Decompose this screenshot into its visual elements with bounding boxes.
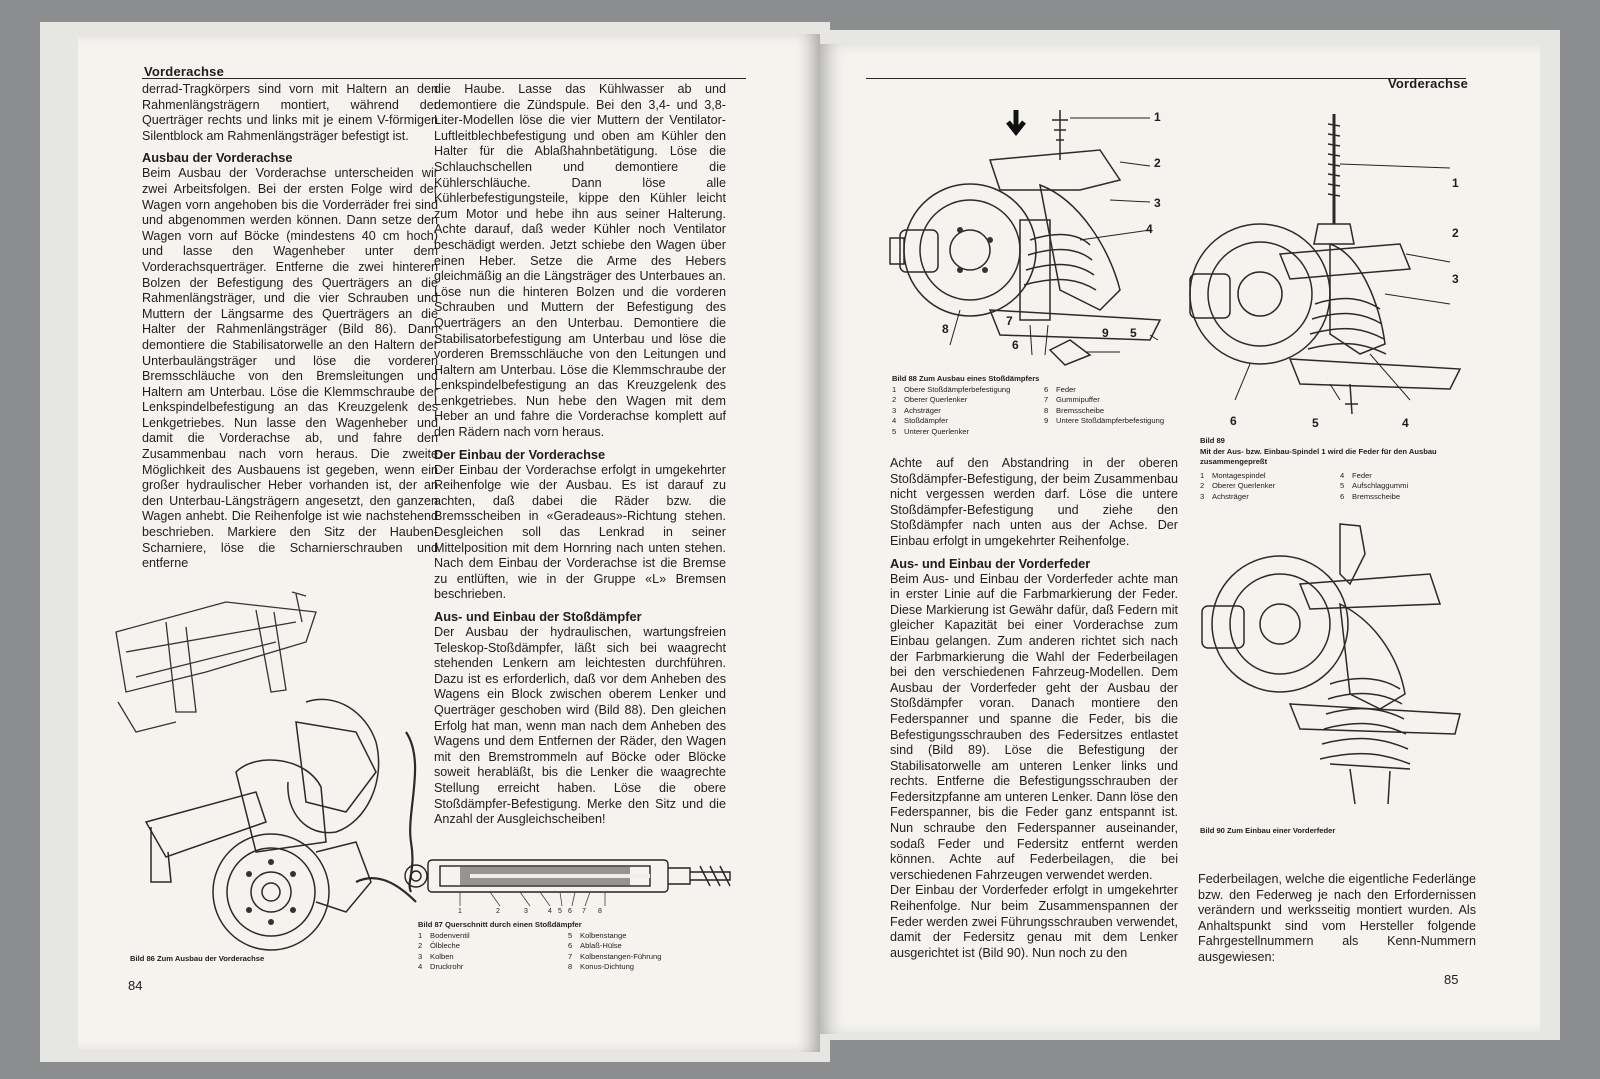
- paragraph: Federbeilagen, welche die eigentliche Federlänge bzw. den Federweg je nach den Erfordernissen verändern und werksseitig montiert wurden. Als Anhaltspunkt sind vom Hersteller folgende Fahrgestellnummern als Kenn-Nummern ausgewiesen:: [1198, 872, 1476, 964]
- header-rule: [866, 78, 1466, 79]
- legend-number: 6: [1340, 491, 1345, 501]
- legend-number: 1: [418, 931, 423, 940]
- fig89-caption-number: Bild 89: [1200, 436, 1225, 445]
- legend-entry: [1044, 395, 1194, 405]
- fig88-front-suspension-drawing: [880, 90, 1180, 390]
- legend-entry: [892, 395, 1034, 405]
- legend-entry: [1340, 492, 1460, 502]
- paragraph: Der Einbau der Vorderachse erfolgt in umgekehrter Reihenfolge wie der Ausbau. Es ist darauf zu achten, daß dabei die Räder bzw. die Bremsscheiben in «Geradeaus»-Richtung stehen. Desgleichen soll das Lenkrad in seiner Mittelposition mit dem Hornring nach unten stehen. Nach dem Einbau der Vorderachse ist die Bremse zu entlüften, wie in der Gruppe «L» Bremsen beschrieben.: [434, 462, 726, 602]
- fig87-legend: [418, 931, 718, 973]
- fig87-caption: Bild 87 Querschnitt durch einen Stoßdämpfer: [418, 920, 582, 929]
- text-column-1: [890, 456, 1178, 961]
- paragraph: Achte auf den Abstandring in der oberen Stoßdämpfer-Befestigung, der beim Zusammenbau nicht vergessen werden darf. Löse die untere Stoßdämpfer-Befestigung und ziehe den Stoßdämpfer nach unten aus der Achse. Der Einbau erfolgt in umgekehrter Reihenfolge.: [890, 456, 1178, 548]
- callout-number: 8: [598, 908, 602, 915]
- legend-entry: [418, 952, 558, 962]
- fig90-caption: Bild 90 Zum Einbau einer Vorderfeder: [1200, 826, 1336, 835]
- callout-number: 6: [1012, 338, 1019, 352]
- legend-number: 1: [892, 385, 897, 394]
- paragraph: Der Ausbau der hydraulischen, wartungsfreien Teleskop-Stoßdämpfer, läßt sich bei waagrecht stehenden Lenkern am leichtesten durchführen. Dazu ist es erforderlich, daß vor dem Anheben des Wagens ein Block zwischen oberem Lenker und Querträger geschoben wird (Bild 88). Den gleichen Erfolg hat man, wenn man nach dem Anheben des Wagens und dem Entfernen der Räder, den Wagen mit den Bremstrommeln auf Böcke oder Blöcke soweit herabläßt, bis die Lenker die waagrechte Stellung erreicht haben. Löse die obere Stoßdämpfer-Befestigung. Merke den Sitz und die Anzahl der Ausgleichscheiben!: [434, 625, 726, 827]
- legend-number: 7: [568, 951, 573, 961]
- callout-number: 3: [1452, 272, 1459, 286]
- legend-entry: [892, 416, 1034, 426]
- fig89-legend: [1200, 471, 1460, 502]
- legend-number: 2: [892, 395, 897, 405]
- legend-number: 1: [1200, 471, 1205, 480]
- fig88-legend: [892, 385, 1194, 437]
- left-page: [78, 34, 820, 1052]
- callout-number: 2: [1154, 156, 1161, 170]
- legend-number: 4: [1340, 471, 1345, 480]
- paragraph: Beim Aus- und Einbau der Vorderfeder achte man in erster Linie auf die Farbmarkierung der Feder. Diese Markierung ist Gewähr dafür, daß Federn mit gleicher Kapazität bei einer Vorderachse zum Einbau gelangen. Zum anderen richtet sich nach der Farbmarkierung die Wahl der Federbeilagen bei den verschiedenen Fahrzeug-Modellen. Dem Ausbau der Vorderfeder geht der Ausbau der Stoßdämpfer voran. Danach montiere den Federspanner und spanne die Feder, bis die Befestigungsschrauben des Federsitzes entlastet sind (Bild 89). Löse die Befestigung der Stabilisatorwelle am unteren Lenker links und rechts. Entferne die Befestigungsschrauben der Federsitzpfanne am unteren Lenker. Dann löse den Federspanner, bis die Feder ganz entspannt ist. Nun schraube den Federspanner auseinander, sodaß Feder und Federsitz entfernt werden können. Achte auf Federbeilagen, die bei verschiedenen Fahrzeugen verwendet werden.: [890, 571, 1178, 882]
- legend-text: Feder: [1352, 471, 1372, 480]
- fig86-front-axle-drawing: [106, 582, 426, 972]
- legend-number: 4: [418, 962, 423, 972]
- legend-entry: [1340, 481, 1460, 491]
- legend-text: Montagespindel: [1212, 471, 1266, 480]
- legend-text: Feder: [1056, 385, 1076, 394]
- legend-text: Achsträger: [1212, 491, 1249, 501]
- legend-number: 9: [1044, 416, 1049, 426]
- legend-entry: [418, 931, 558, 941]
- legend-entry: [1044, 385, 1194, 395]
- legend-number: 3: [1200, 491, 1205, 501]
- legend-text: Untere Stoßdämpferbefestigung: [1056, 416, 1165, 426]
- legend-number: 8: [1044, 405, 1049, 415]
- legend-number: 6: [1044, 385, 1049, 394]
- legend-entry: [892, 385, 1034, 395]
- legend-entry: [1044, 406, 1194, 416]
- text-column-2: [434, 82, 726, 828]
- legend-number: 7: [1044, 395, 1049, 405]
- legend-number: 2: [418, 941, 423, 951]
- legend-entry: [568, 952, 718, 962]
- legend-number: 5: [892, 426, 897, 436]
- callout-number: 5: [1312, 416, 1319, 430]
- fig89-spring-compressor-drawing: [1180, 104, 1500, 434]
- legend-text: Achsträger: [904, 405, 941, 415]
- section-heading: Aus- und Einbau der Vorderfeder: [890, 555, 1091, 571]
- legend-entry: [568, 931, 718, 941]
- legend-entry: [1200, 471, 1330, 481]
- legend-text: Stoßdämpfer: [904, 416, 948, 426]
- text-column-2: [1198, 872, 1476, 966]
- callout-number: 4: [548, 908, 552, 915]
- paragraph: die Haube. Lasse das Kühlwasser ab und demontiere die Zündspule. Bei den 3,4- und 3,8-Liter-Modellen löse die vier Muttern der Ventilator-Luftleitblechbefestigung und oben am Kühler den Halter für die Ablaßhahnbetätigung. Löse die Schlauchschellen und demontiere die Kühlerschläuche. Dann löse alle Kühlerbefestigungsteile, kippe den Kühler leicht zum Motor und hebe ihn aus seiner Halterung. Achte darauf, daß weder Kühler noch Ventilator beschädigt werden. Jetzt schiebe den Wagen über einen Heber. Setze die Arme des Hebers gleichmäßig an die Längsträger des Unterbaues an. Löse nun die hinteren Bolzen und die vorderen Schrauben und Muttern der Befestigung des Querträgers an den Unterbau. Demontiere die Stabilisatorbefestigung am Unterbau und löse die vorderen Bremsschläuche von den Leitungen und Haltern am Unterbau. Löse die Klemmschraube der Lenkspindelbefestigung an das Kreuzgelenk des Lenkgetriebes. Nun hebe den Wagen mit dem Heber an und fahre die Vorderachse komplett auf den Rädern nach vorn heraus.: [434, 82, 726, 440]
- fig90-spring-installation-drawing: [1190, 514, 1490, 814]
- legend-entry: [418, 962, 558, 972]
- legend-entry: [1200, 492, 1330, 502]
- legend-number: 4: [892, 416, 897, 426]
- legend-number: 6: [568, 941, 573, 951]
- callout-number: 2: [496, 908, 500, 915]
- legend-text: Unterer Querlenker: [904, 426, 969, 436]
- paragraph: Der Einbau der Vorderfeder erfolgt in umgekehrter Reihenfolge. Nur beim Zusammenspannen der Feder werden zwei Führungsschrauben verwendet, damit der Federsitz genau mit dem Lenker ausgerichtet ist (Bild 90). Nun noch zu den: [890, 883, 1178, 960]
- paragraph: derrad-Tragkörpers sind vorn mit Haltern an den Rahmenlängsträgern montiert, während der Querträger rechts und links mit je einem V-förmigen Silentblock am Rahmenlängsträger befestigt ist.: [142, 82, 438, 143]
- legend-text: Bodenventil: [430, 931, 470, 940]
- callout-number: 4: [1146, 222, 1153, 236]
- running-header: Vorderachse: [144, 64, 224, 79]
- legend-entry: [418, 941, 558, 951]
- page-number: 85: [1444, 972, 1459, 987]
- callout-number: 1: [1154, 110, 1161, 124]
- legend-text: Gummipuffer: [1056, 395, 1100, 405]
- fig88-caption: Bild 88 Zum Ausbau eines Stoßdämpfers: [892, 374, 1040, 383]
- callout-number: 1: [458, 908, 462, 915]
- text-column-1: [142, 82, 438, 572]
- legend-entry: [892, 427, 1034, 437]
- callout-number: 3: [524, 908, 528, 915]
- section-heading: Ausbau der Vorderachse: [142, 150, 293, 166]
- legend-number: 3: [892, 405, 897, 415]
- running-header: Vorderachse: [1388, 76, 1468, 91]
- legend-number: 5: [1340, 481, 1345, 491]
- legend-number: 3: [418, 951, 423, 961]
- callout-number: 3: [1154, 196, 1161, 210]
- legend-number: 8: [568, 962, 573, 972]
- right-page: [820, 44, 1540, 1034]
- legend-text: Kolbenstangen-Führung: [580, 951, 662, 961]
- callout-number: 8: [942, 322, 949, 336]
- legend-entry: [568, 962, 718, 972]
- legend-text: Ablaß-Hülse: [580, 941, 622, 951]
- fig87-shock-absorber-section: [400, 844, 760, 924]
- legend-text: Aufschlaggummi: [1352, 481, 1409, 491]
- callout-number: 7: [1006, 314, 1013, 328]
- legend-entry: [568, 941, 718, 951]
- callout-number: 5: [558, 908, 562, 915]
- legend-entry: [892, 406, 1034, 416]
- callout-number: 2: [1452, 226, 1459, 240]
- callout-number: 6: [568, 908, 572, 915]
- callout-number: 9: [1102, 326, 1109, 340]
- legend-text: Druckrohr: [430, 962, 464, 972]
- legend-number: 2: [1200, 481, 1205, 491]
- legend-text: Konus-Dichtung: [580, 962, 635, 972]
- legend-entry: [1340, 471, 1460, 481]
- section-heading: Aus- und Einbau der Stoßdämpfer: [434, 609, 642, 624]
- callout-number: 4: [1402, 416, 1409, 430]
- fig89-caption: Mit der Aus- bzw. Einbau-Spindel 1 wird die Feder für den Ausbau zusammengepreßt: [1200, 447, 1437, 466]
- callout-number: 1: [1452, 176, 1459, 190]
- page-number: 84: [128, 978, 143, 993]
- header-rule: [142, 78, 746, 79]
- section-heading: Der Einbau der Vorderachse: [434, 446, 606, 462]
- legend-number: 5: [568, 931, 573, 940]
- legend-entry: [1200, 481, 1330, 491]
- legend-text: Bremsscheibe: [1352, 491, 1401, 501]
- legend-text: Oberer Querlenker: [904, 395, 968, 405]
- legend-text: Obere Stoßdämpferbefestigung: [904, 385, 1011, 394]
- fig86-caption: Bild 86 Zum Ausbau der Vorderachse: [130, 954, 265, 963]
- legend-text: Ölbleche: [430, 941, 460, 951]
- legend-text: Kolben: [430, 951, 454, 961]
- legend-text: Bremsscheibe: [1056, 405, 1105, 415]
- legend-entry: [1044, 416, 1194, 426]
- callout-number: 7: [582, 908, 586, 915]
- legend-text: Oberer Querlenker: [1212, 481, 1276, 491]
- legend-text: Kolbenstange: [580, 931, 627, 940]
- callout-number: 5: [1130, 326, 1137, 340]
- paragraph: Beim Ausbau der Vorderachse unterscheiden wir zwei Arbeitsfolgen. Bei der ersten Folge wird der Wagen vorn angehoben bis die Vorderräder frei sind und abgenommen werden können. Dann setze den Wagen vorn auf Böcke (mindestens 40 cm hoch) und lasse den Wagenheber unter dem Vorderachsquerträger. Entferne die zwei hinteren Bolzen der Befestigung des Querträgers an die Rahmenlängsträger, und die vier Schrauben und Muttern der Längsarme des Querträgers an die Halter der Rahmenlängsträger (Bild 86). Dann demontiere die Stabilisatorwelle an den Haltern der Unterbaulängsträger und löse die vorderen Bremsschläuche von den Bremsleitungen und Haltern am Unterbau. Löse die Klemmschraube der Lenkspindelbefestigung an das Kreuzgelenk des Lenkgetriebes. Nun lasse den Wagenheber und damit die Vorderachse ab, und fahre den Zusammenbau nach vorn heraus. Die zweite Möglichkeit des Ausbauens ist gegeben, wenn ein großer hydraulischer Heber vorhanden ist, der an den Unterbau-Längsträgern angesetzt, den ganzen Wagen anhebt. Die Reihenfolge ist wie nachstehend beschrieben. Markiere den Sitz der Hauben-Scharniere, löse die Scharnierschrauben und entferne: [142, 166, 438, 571]
- callout-number: 6: [1230, 414, 1237, 428]
